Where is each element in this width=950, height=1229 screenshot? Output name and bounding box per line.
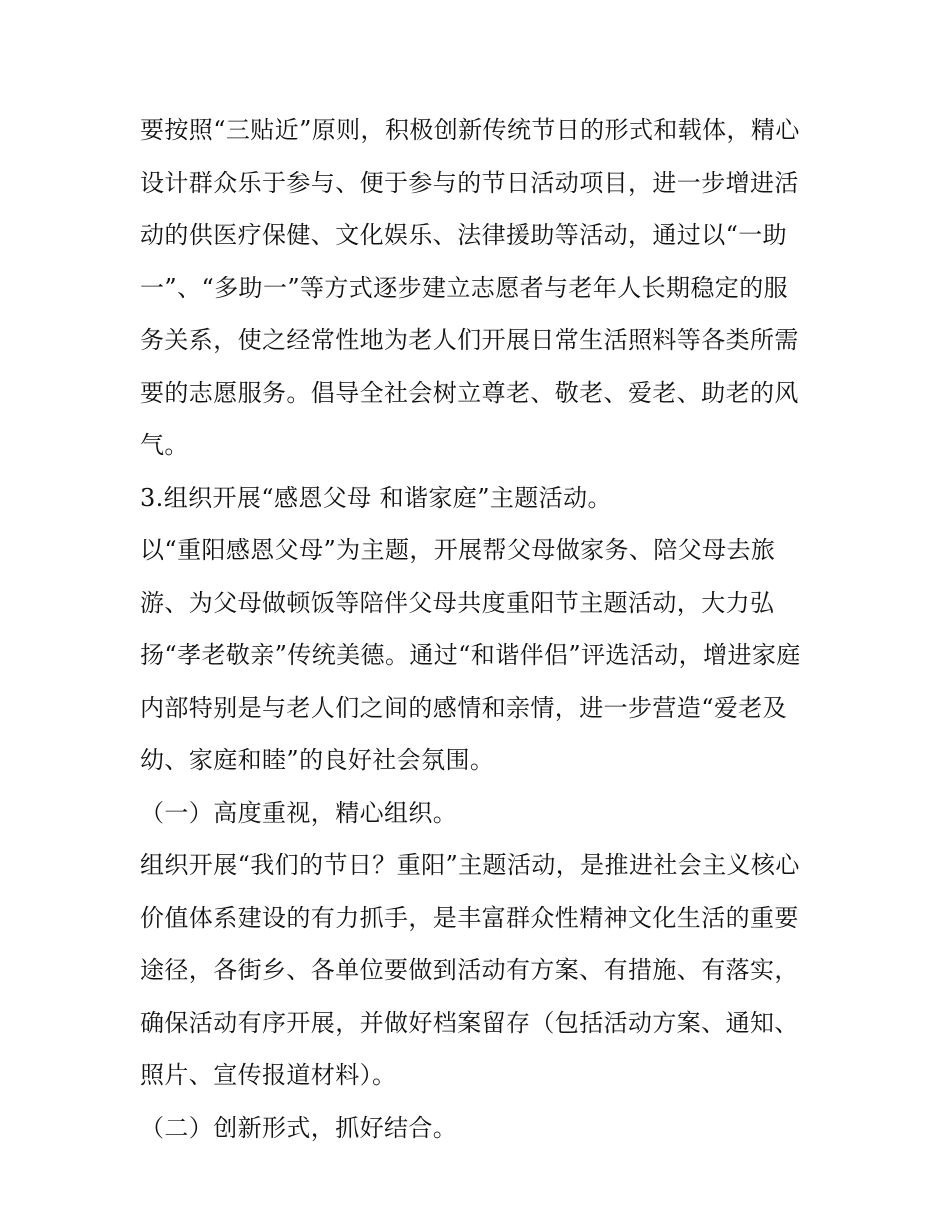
document-body (140, 110, 820, 1160)
text-line: 务关系，使之经常性地为老人们开展日常生活照料等各类所需 (140, 326, 799, 354)
section-heading: 3.组织开展“感恩父母 和谐家庭”主题活动。 (140, 483, 612, 512)
text-line: 游、为父母做顿饭等陪伴父母共度重阳节主题活动，大力弘 (140, 588, 775, 617)
section-heading: （一）高度重视，精心组织。 (140, 798, 458, 827)
text-line: 确保活动有序开展，并做好档案留存（包括活动方案、通知、 (140, 1008, 799, 1037)
text-line: 要按照“三贴近”原则，积极创新传统节日的形式和载体，精心 (140, 116, 800, 144)
text-line: 内部特别是与老人们之间的感情和亲情，进一步营造“爱老及 (140, 693, 788, 722)
text-line: 气。 (140, 431, 189, 459)
text-line: 途径，各街乡、各单位要做到活动有方案、有措施、有落实， (140, 956, 799, 984)
text-line: 扬“孝老敬亲”传统美德。通过“和谐伴侣”评选活动，增进家庭 (140, 641, 801, 669)
text-line: 以“重阳感恩父母”为主题，开展帮父母做家务、陪父母去旅 (140, 536, 776, 564)
text-line: 要的志愿服务。倡导全社会树立尊老、敬老、爱老、助老的风 (140, 378, 799, 407)
text-line: 动的供医疗保健、文化娱乐、法律援助等活动，通过以“一助 (140, 221, 788, 249)
text-line: 设计群众乐于参与、便于参与的节日活动项目，进一步增进活 (140, 168, 799, 197)
text-line: 价值体系建设的有力抓手，是丰富群众性精神文化生活的重要 (140, 903, 799, 932)
text-line: 幼、家庭和睦”的良好社会氛围。 (140, 746, 495, 774)
text-line: 照片、宣传报道材料）。 (140, 1061, 397, 1089)
text-line: 组织开展“我们的节日？重阳”主题活动，是推进社会主义核心 (140, 851, 800, 879)
section-heading: （二）创新形式，抓好结合。 (140, 1113, 458, 1142)
text-line: 一”、“多助一”等方式逐步建立志愿者与老年人长期稳定的服 (140, 273, 789, 302)
